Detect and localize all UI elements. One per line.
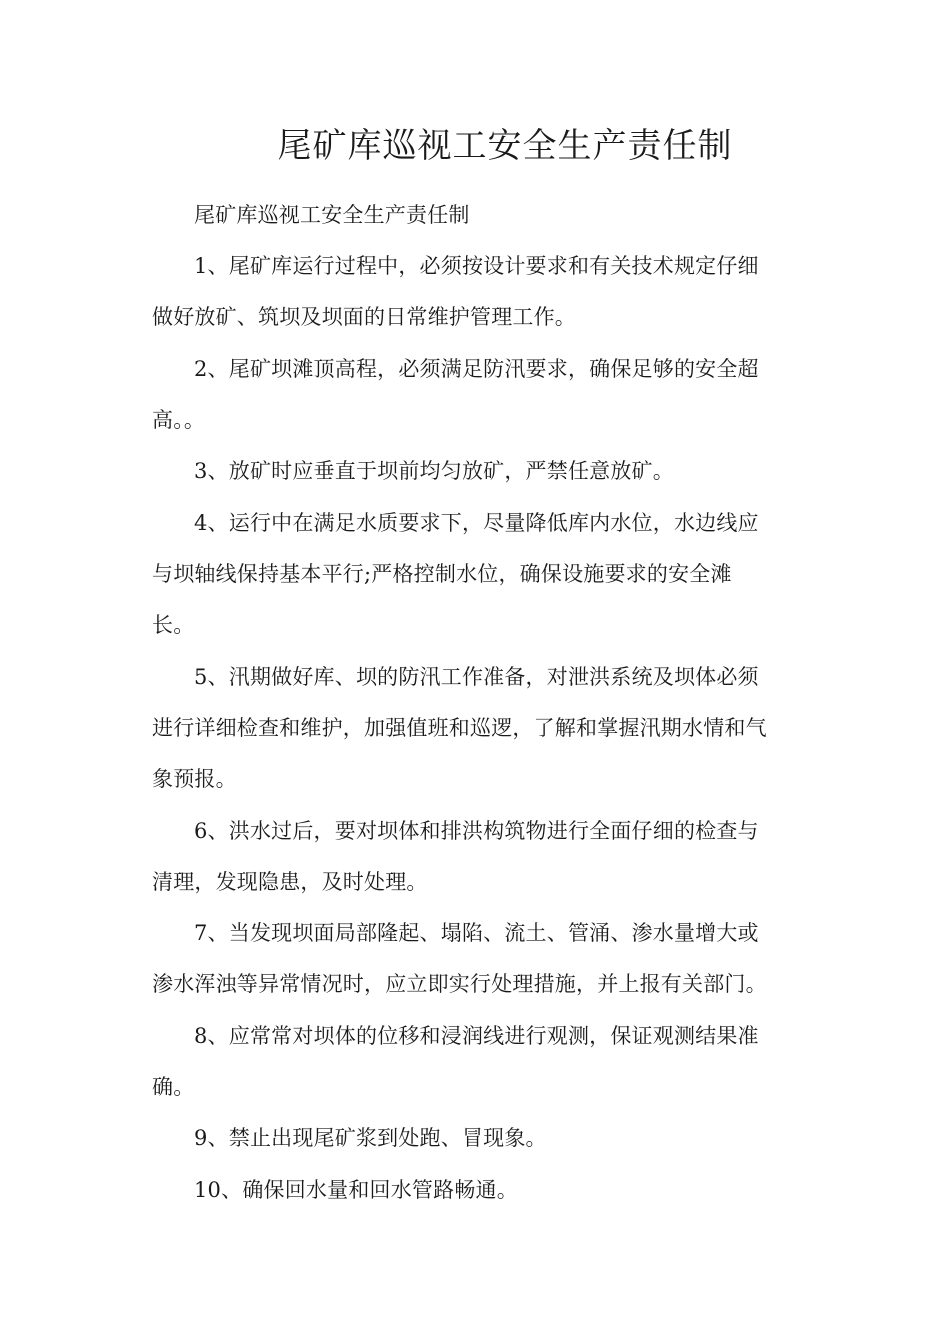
document-title: 尾矿库巡视工安全生产责任制 bbox=[277, 126, 733, 166]
paragraph-2-line-1: 2、尾矿坝滩顶高程，必须满足防汛要求，确保足够的安全超 bbox=[194, 357, 759, 381]
paragraph-8-line-1: 8、应常常对坝体的位移和浸润线进行观测，保证观测结果准 bbox=[194, 1024, 759, 1048]
paragraph-6-line-2: 清理，发现隐患，及时处理。 bbox=[152, 870, 428, 894]
paragraph-1-line-2: 做好放矿、筑坝及坝面的日常维护管理工作。 bbox=[152, 305, 576, 329]
paragraph-7-line-1: 7、当发现坝面局部隆起、塌陷、流土、管涌、渗水量增大或 bbox=[194, 921, 759, 945]
document-subtitle: 尾矿库巡视工安全生产责任制 bbox=[194, 203, 470, 227]
paragraph-4-line-1: 4、运行中在满足水质要求下，尽量降低库内水位，水边线应 bbox=[194, 511, 759, 535]
paragraph-9-line-1: 9、禁止出现尾矿浆到处跑、冒现象。 bbox=[194, 1126, 547, 1150]
paragraph-2-line-2: 高。。 bbox=[152, 408, 206, 432]
paragraph-3-line-1: 3、放矿时应垂直于坝前均匀放矿，严禁任意放矿。 bbox=[194, 459, 674, 483]
paragraph-8-line-2: 确。 bbox=[152, 1075, 195, 1099]
paragraph-1-line-1: 1、尾矿库运行过程中，必须按设计要求和有关技术规定仔细 bbox=[194, 254, 759, 278]
paragraph-7-line-2: 渗水浑浊等异常情况时，应立即实行处理措施，并上报有关部门。 bbox=[152, 972, 767, 996]
paragraph-4-line-2: 与坝轴线保持基本平行;严格控制水位，确保设施要求的安全滩 bbox=[152, 562, 732, 586]
paragraph-5-line-1: 5、汛期做好库、坝的防汛工作准备，对泄洪系统及坝体必须 bbox=[194, 665, 759, 689]
paragraph-5-line-2: 进行详细检查和维护，加强值班和巡逻，了解和掌握汛期水情和气 bbox=[152, 716, 767, 740]
paragraph-4-line-3: 长。 bbox=[152, 613, 195, 637]
paragraph-5-line-3: 象预报。 bbox=[152, 767, 237, 791]
paragraph-6-line-1: 6、洪水过后，要对坝体和排洪构筑物进行全面仔细的检查与 bbox=[194, 819, 759, 843]
paragraph-10-line-1: 10、确保回水量和回水管路畅通。 bbox=[194, 1178, 518, 1202]
